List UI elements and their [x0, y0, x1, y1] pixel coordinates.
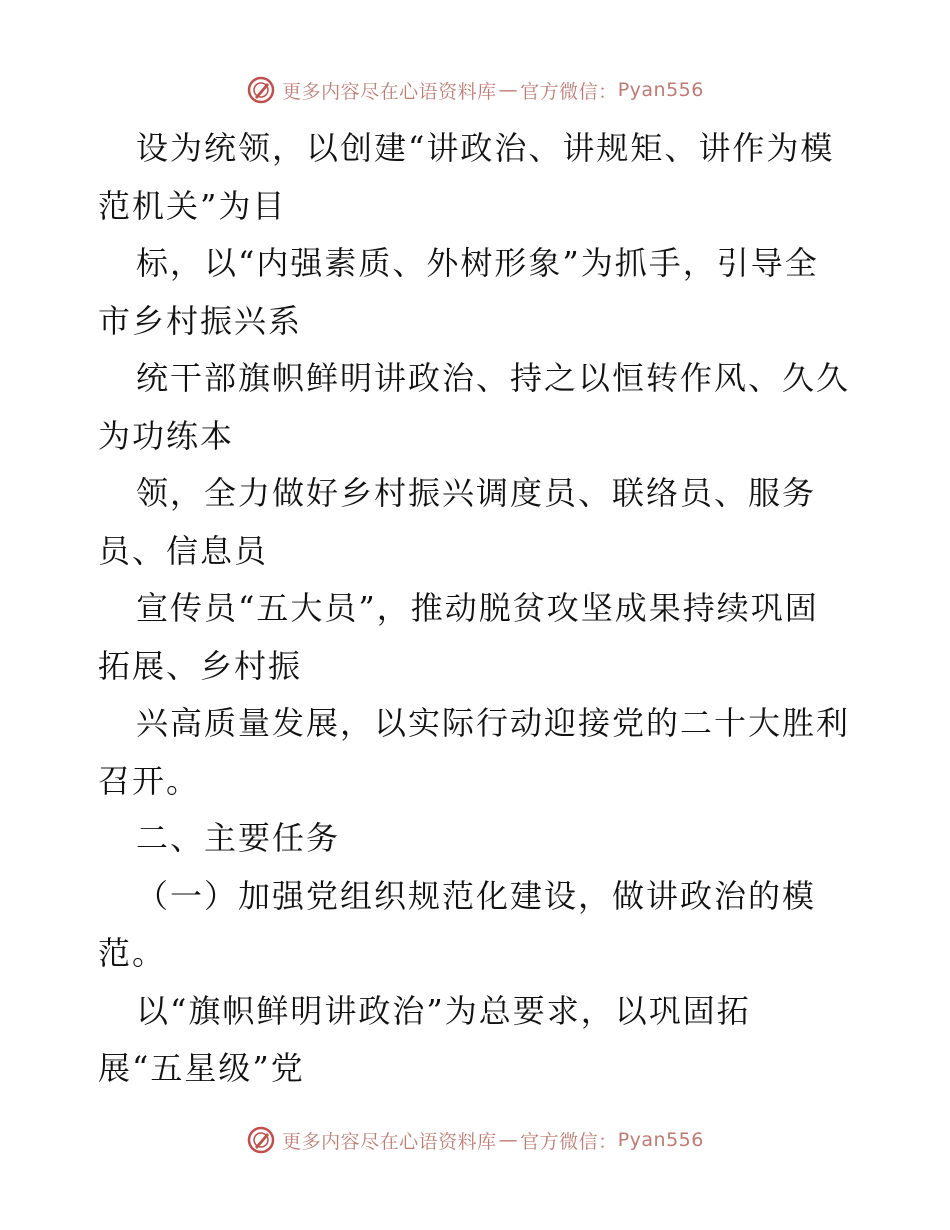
watermark-wechat-id: Pyan556: [617, 79, 704, 101]
watermark-separator: —: [498, 1129, 519, 1151]
watermark-wechat-id: Pyan556: [617, 1129, 704, 1151]
paragraph-line: 领，全力做好乡村振兴调度员、联络员、服务: [136, 474, 817, 512]
paragraph: [98, 120, 858, 235]
paragraph-line: 兴高质量发展，以实际行动迎接党的二十大胜利: [136, 704, 851, 742]
paragraph-line: 设为统领，以创建“讲政治、讲规矩、讲作为模: [136, 129, 835, 167]
header-watermark: [0, 70, 950, 110]
watermark-separator: —: [498, 79, 519, 101]
paragraph-line: 标，以“内强素质、外树形象”为抓手，引导全: [136, 244, 819, 282]
paragraph: [98, 695, 858, 810]
document-body: [98, 120, 858, 1098]
paragraph: [98, 983, 858, 1098]
paragraph-line: 展“五星级”党: [98, 1049, 305, 1087]
paragraph-line: 拓展、乡村振: [98, 646, 303, 685]
watermark-wechat-label: 官方微信：: [520, 80, 618, 103]
subsection-heading: [98, 868, 858, 983]
section-heading-text: 二、主要任务: [136, 819, 341, 857]
paragraph-line: （一）加强党组织规范化建设，做讲政治的模: [136, 876, 817, 915]
paragraph: [98, 580, 858, 695]
paragraph-line: 为功练本: [98, 416, 235, 455]
paragraph-line: 以“旗帜鲜明讲政治”为总要求，以巩固拓: [136, 991, 751, 1030]
paragraph: [98, 465, 858, 580]
paragraph-line: 统干部旗帜鲜明讲政治、持之以恒转作风、久久: [136, 359, 851, 397]
pen-logo-icon: [246, 75, 276, 105]
pen-logo-icon: [246, 1125, 276, 1155]
footer-watermark: [0, 1120, 950, 1160]
paragraph-line: 范机关”为目: [98, 186, 287, 225]
paragraph-line: 员、信息员: [98, 531, 269, 570]
paragraph-line: 市乡村振兴系: [98, 301, 303, 340]
paragraph: [98, 235, 858, 350]
watermark-text: 更多内容尽在心语资料库: [282, 80, 497, 103]
paragraph: [98, 350, 858, 465]
watermark-wechat-label: 官方微信：: [520, 1130, 618, 1153]
paragraph-line: 召开。: [98, 761, 201, 800]
watermark-text: 更多内容尽在心语资料库: [282, 1130, 497, 1153]
section-heading: [98, 810, 858, 868]
paragraph-line: 范。: [98, 934, 167, 972]
paragraph-line: 宣传员“五大员”，推动脱贫攻坚成果持续巩固: [136, 589, 819, 627]
